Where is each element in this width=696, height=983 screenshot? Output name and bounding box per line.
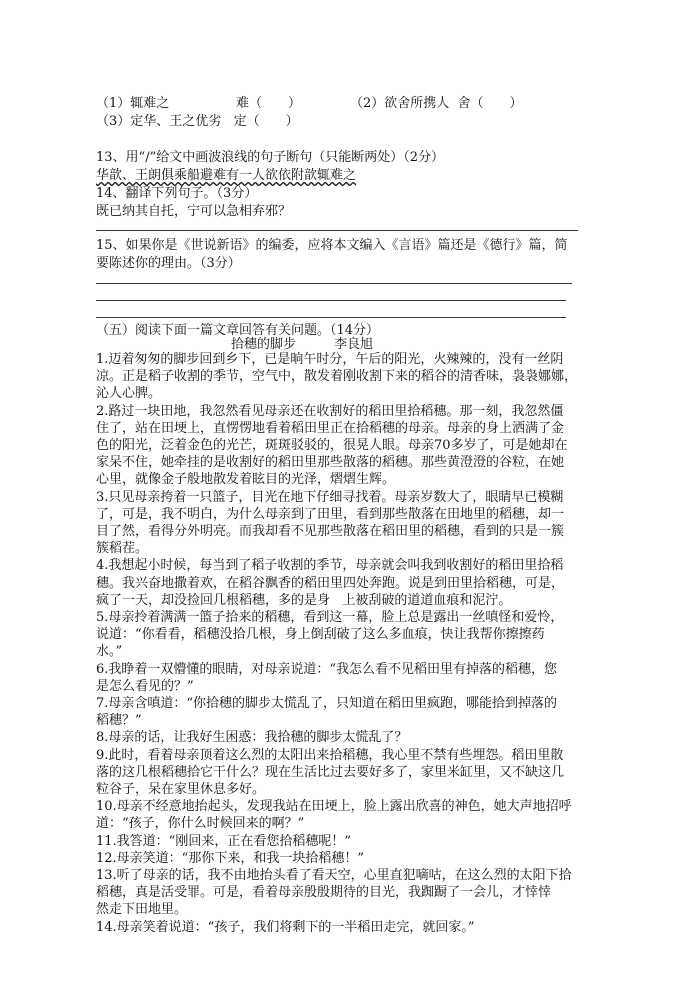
passage-line: 14.母亲笑着说道：“孩子，我们将剩下的一半稻田走完，就回家。” [96,919,475,935]
answer-line-15-2 [96,300,566,301]
passage-line: 10.母亲不经意地抬起头，发现我站在田埂上，脸上露出欣喜的神色，她大声地招呼 [96,799,572,815]
passage-line: 11.我答道：“刚回来，正在看您拾稻穗呢！” [96,833,351,849]
question-13-sentence: 华歆、王朗俱乘船避难有一人欲依附歆辄难之 [96,168,357,183]
passage-line: 5.母亲拎着满满一篮子拾来的稻穗，看到这一幕，脸上总是露出一丝嗔怪和爱怜， [96,610,564,625]
passage-author: 李良旭 [334,337,374,352]
passage-line: 穗。我兴奋地撒着欢，在稻谷飘香的稻田里四处奔跑。说是到田里拾稻穗，可是， [96,575,565,591]
passage-title: 拾穗的脚步 [231,337,297,352]
passage-line: 说道：“你看看，稻穗没拾几根，身上倒刮破了这么多血痕，快让我帮你擦擦药 [96,627,545,643]
section-heading: （五）阅读下面一篇文章回答有关问题。（14分） [96,323,380,338]
answer-line-15-1 [96,283,572,284]
passage-line: 粒谷子，呆在家里休息多好。 [96,782,266,797]
q12-item-2: （2）欲舍所携人 舍（ ） [350,96,523,111]
question-12-row-b [0,114,299,162]
question-13-prompt: 13、用“/”给文中画波浪线的句子断句（只能断两处）（2分） [96,150,444,165]
passage-line: 是怎么看见的？” [96,678,194,694]
question-14-prompt: 14、翻译下列句子。（3分） [96,186,258,201]
passage-line: 簇稻茬。 [96,541,149,557]
passage-line: 道：“孩子，你什么时候回来的啊？” [96,816,305,832]
q12-item-1-word: （1）辄难之 [96,96,170,111]
passage-line: 凉。正是稻子收割的季节，空气中，散发着刚收割下来的稻谷的清香味，袅袅娜娜， [96,369,578,385]
passage-line: 3.只见母亲挎着一只篮子，目光在地下仔细寻找着。母亲岁数大了，眼睛早已模糊 [96,489,564,505]
passage-line: 住了，站在田埂上，直愣愣地看着稻田里正在拾稻穗的母亲。母亲的身上洒满了金 [96,420,565,436]
passage-line: 6.我睁着一双懵懂的眼睛，对母亲说道：“我怎么看不见稻田里有掉落的稻穗，您 [96,661,558,677]
passage-line: 1.迈着匆匆的脚步回到乡下，已是晌午时分，午后的阳光，火辣辣的，没有一丝阴 [96,352,564,367]
passage-line: 目了然，看得分外明亮。而我却看不见那些散落在稻田里的稻穗，看到的只是一簇 [96,524,565,539]
passage-line: 沁人心脾。 [96,386,162,402]
question-14-sentence: 既已纳其自托，宁可以急相弃邪？ [96,204,292,219]
passage-line: 疯了一天，却没捡回几根稻穗，多的是身 上被刮破的道道血痕和泥泞。 [96,592,512,608]
question-15-prompt-line-1: 15、如果你是《世说新语》的编委，应将本文编入《言语》篇还是《德行》篇，简 [96,238,568,253]
q12-item-3: （3）定华、王之优劣 定（ ） [96,114,299,129]
passage-line: 13.听了母亲的话，我不由地抬头看了看天空，心里直犯嘀咕，在这么烈的太阳下拾 [96,868,572,883]
q12-item-1-target: 难（ ） [236,96,302,111]
answer-line-15-3 [96,317,566,318]
passage-line: 家呆不住，她牵挂的是收割好的稻田里那些散落的稻穗。那些黄澄澄的谷粒，在她 [96,455,565,471]
passage-line: 稻穗？” [96,713,142,729]
passage-line: 落的这几根稻穗拾它干什么？现在生活比过去要好多了，家里米缸里，又不缺这几 [96,764,565,780]
passage-line: 12.母亲笑道：“那你下来，和我一块拾稻穗！” [96,850,364,866]
passage-line: 8.母亲的话，让我好生困惑：我拾穗的脚步太慌乱了？ [96,730,408,746]
passage-line: 稻穗，真是活受罪。可是，看着母亲殷殷期待的目光，我踟蹰了一会儿，才悻悻 [96,885,552,901]
passage-line: 2.路过一块田地，我忽然看见母亲还在收割好的稻田里拾稻穗。那一刻，我忽然僵 [96,403,564,419]
passage-line: 7.母亲含嗔道：“你拾穗的脚步太慌乱了，只知道在稻田里疯跑，哪能拾到掉落的 [96,696,558,711]
passage-line: 9.此时，看着母亲顶着这么烈的太阳出来拾稻穗，我心里不禁有些埋怨。稻田里散 [96,747,564,763]
answer-line-14 [96,230,578,231]
passage-line: 心里，就像金子般地散发着眩目的光泽，熠熠生辉。 [96,472,396,488]
question-15-prompt-line-2: 要陈述你的理由。（3分） [96,256,241,271]
passage-line: 4.我想起小时候，每当到了稻子收割的季节，母亲就会叫我到收割好的稻田里拾稻 [96,558,564,574]
passage-line: 色的阳光，泛着金色的光芒，斑斑驳驳的，很晃人眼。母亲70多岁了，可是她却在 [96,438,568,453]
passage-line: 了，可是，我不明白，为什么母亲到了田里，看到那些散落在田地里的稻穗，却一 [96,506,565,522]
passage-line: 水。” [96,644,123,660]
passage-line: 然走下田地里。 [96,902,188,918]
